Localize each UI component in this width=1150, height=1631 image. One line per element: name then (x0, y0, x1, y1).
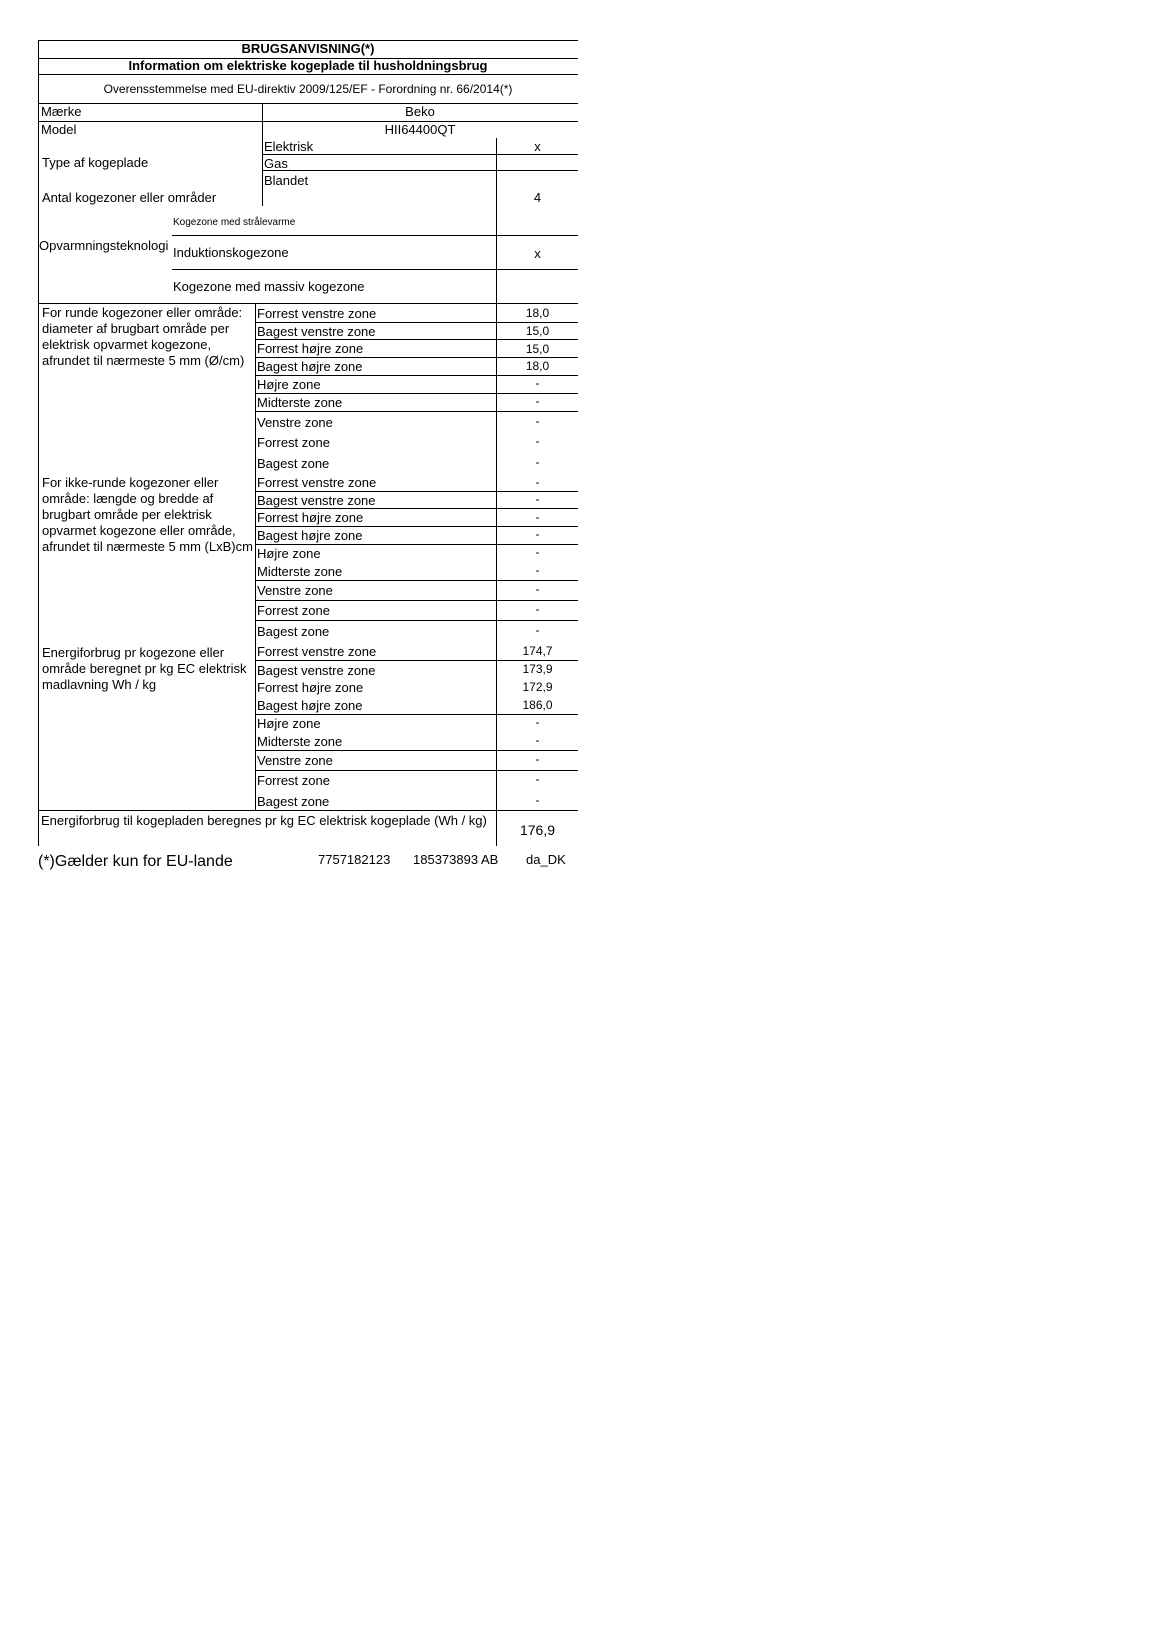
energy-zone-label: Forrest højre zone (257, 680, 364, 695)
round-zone-label: Venstre zone (257, 415, 333, 430)
round-zone-label: Forrest zone (257, 435, 330, 450)
round-zone-value: - (535, 376, 540, 390)
rule (255, 600, 578, 601)
brand-label: Mærke (41, 104, 82, 119)
nonround-zone-value: - (535, 623, 540, 637)
nonround-zone-value: - (535, 602, 540, 616)
nonround-zone-label: Bagest højre zone (257, 528, 363, 543)
rule (255, 357, 578, 358)
nonround-zone-value: - (535, 582, 540, 596)
nonround-zone-value: - (535, 510, 540, 524)
round-zone-value: - (535, 455, 540, 469)
round-zone-label: Bagest venstre zone (257, 324, 376, 339)
rule (255, 750, 578, 751)
heating-option: Kogezone med strålevarme (173, 217, 296, 228)
rule (38, 303, 578, 304)
round-zone-value: 15,0 (525, 324, 550, 338)
hob-type-option: Gas (264, 156, 288, 171)
rule (172, 269, 578, 270)
hob-type-option: Blandet (264, 173, 309, 188)
nonround-zone-value: - (535, 475, 540, 489)
nonround-zone-label: Forrest højre zone (257, 510, 364, 525)
round-zone-value: 18,0 (525, 306, 550, 320)
round-section-label: For runde kogezoner eller område: diameter af brugbart område per elektrisk opvarmet kogezone, afrundet til nærmeste 5 mm (Ø/cm) (42, 305, 245, 368)
zones-count-value: 4 (533, 190, 542, 205)
nonround-zone-label: Bagest venstre zone (257, 493, 376, 508)
rule (255, 508, 578, 509)
round-zone-value: - (535, 434, 540, 448)
heating-option: Induktionskogezone (173, 245, 289, 260)
brand-value: Beko (405, 104, 435, 119)
footer-locale: da_DK (526, 852, 566, 867)
rule (262, 170, 578, 171)
rule (38, 810, 578, 811)
rule (262, 154, 578, 155)
energy-zone-value: - (535, 772, 540, 786)
nonround-section-label: For ikke-runde kogezoner eller område: længde og bredde af brugbart område per elektrisk opvarmet kogezone eller område, afrundet til nærmeste 5 mm (LxB)cm (42, 475, 253, 554)
heating-option: Kogezone med massiv kogezone (173, 279, 365, 294)
energy-zone-value: - (535, 733, 540, 747)
energy-zone-label: Midterste zone (257, 734, 343, 749)
model-value: HII64400QT (384, 122, 456, 137)
nonround-zone-value: - (535, 492, 540, 506)
nonround-zone-value: - (535, 563, 540, 577)
energy-zone-value: - (535, 715, 540, 729)
model-label: Model (41, 122, 77, 137)
energy-zone-value: - (535, 793, 540, 807)
heating-label: Opvarmningsteknologi (39, 238, 169, 253)
nonround-zone-label: Højre zone (257, 546, 321, 561)
energy-zone-value: 173,9 (522, 662, 553, 676)
nonround-zone-label: Forrest venstre zone (257, 475, 377, 490)
energy-zone-label: Forrest venstre zone (257, 644, 377, 659)
energy-zone-label: Forrest zone (257, 773, 330, 788)
rule (255, 620, 578, 621)
rule (496, 138, 497, 303)
round-zone-value: 18,0 (525, 359, 550, 373)
round-zone-value: - (535, 414, 540, 428)
footer-code: 185373893 AB (413, 852, 499, 867)
nonround-zone-value: - (535, 545, 540, 559)
energy-zone-value: 172,9 (522, 680, 553, 694)
rule (255, 303, 256, 810)
round-zone-value: - (535, 394, 540, 408)
round-zone-value: 15,0 (525, 342, 550, 356)
nonround-zone-label: Forrest zone (257, 603, 330, 618)
round-zone-label: Højre zone (257, 377, 321, 392)
hob-type-label: Type af kogeplade (42, 155, 149, 170)
nonround-zone-label: Venstre zone (257, 583, 333, 598)
rule (255, 339, 578, 340)
rule (38, 40, 39, 846)
sheet-title: BRUGSANVISNING(*) (241, 41, 375, 56)
heating-value: x (534, 246, 541, 261)
energy-zone-value: - (535, 752, 540, 766)
rule (255, 580, 578, 581)
nonround-zone-value: - (535, 527, 540, 541)
rule (255, 660, 578, 661)
rule (255, 411, 578, 412)
round-zone-label: Midterste zone (257, 395, 343, 410)
energy-zone-label: Bagest venstre zone (257, 663, 376, 678)
rule (255, 322, 578, 323)
directive-text: Overensstemmelse med EU-direktiv 2009/125/EF - Forordning nr. 66/2014(*) (103, 82, 513, 96)
energy-zone-label: Venstre zone (257, 753, 333, 768)
energy-zone-label: Bagest zone (257, 794, 330, 809)
energy-zone-value: 186,0 (522, 698, 553, 712)
rule (255, 770, 578, 771)
rule (38, 74, 578, 75)
zones-count-label: Antal kogezoner eller områder (42, 190, 217, 205)
footer-note: (*)Gælder kun for EU-lande (38, 853, 233, 870)
sheet-subtitle: Information om elektriske kogeplade til husholdningsbrug (128, 58, 488, 73)
energy-zone-value: 174,7 (522, 644, 553, 658)
footer-code: 7757182123 (318, 852, 391, 867)
hob-type-value: x (534, 139, 541, 154)
total-energy-label: Energiforbrug til kogepladen beregnes pr kg EC elektrisk kogeplade (Wh / kg) (41, 813, 487, 828)
nonround-zone-label: Bagest zone (257, 624, 330, 639)
round-zone-label: Bagest zone (257, 456, 330, 471)
total-energy-value: 176,9 (519, 822, 556, 838)
round-zone-label: Bagest højre zone (257, 359, 363, 374)
round-zone-label: Forrest venstre zone (257, 306, 377, 321)
energy-zone-label: Højre zone (257, 716, 321, 731)
nonround-zone-label: Midterste zone (257, 564, 343, 579)
rule (172, 235, 578, 236)
round-zone-label: Forrest højre zone (257, 341, 364, 356)
hob-type-option: Elektrisk (264, 139, 314, 154)
energy-zone-label: Bagest højre zone (257, 698, 363, 713)
energy-section-label: Energiforbrug pr kogezone eller område beregnet pr kg EC elektrisk madlavning Wh / kg (42, 645, 247, 692)
